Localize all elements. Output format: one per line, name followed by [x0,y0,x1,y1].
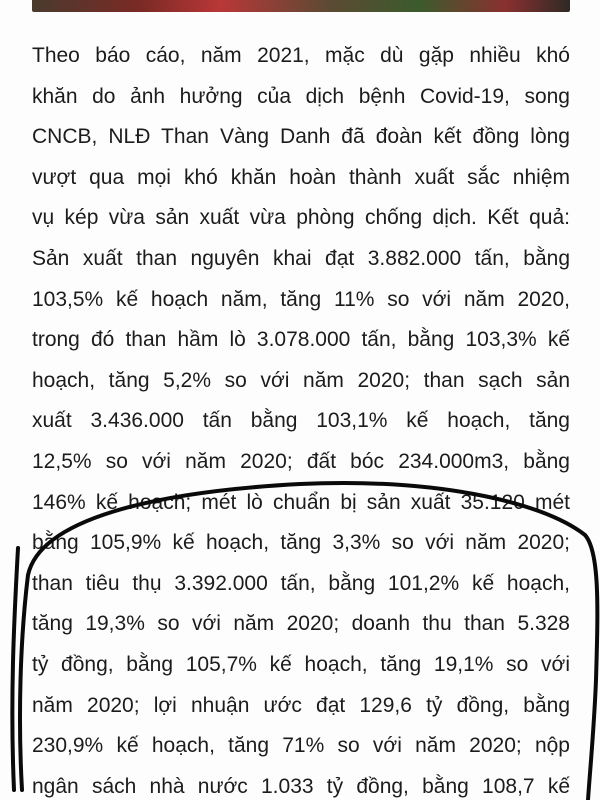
article-line: ngân sách nhà nước 1.033 tỷ đồng, bằng 108,7 kế [32,774,570,798]
article-line: trong đó than hầm lò 3.078.000 tấn, bằng 103,3% kế [32,328,570,352]
article-line: 230,9% kế hoạch, tăng 71% so với năm 2020; nộp [32,734,570,758]
article-line: 103,5% kế hoạch năm, tăng 11% so với năm 2020, [32,287,570,311]
article-line: vụ kép vừa sản xuất vừa phòng chống dịch. Kết quả: [32,206,570,230]
article-body [32,36,570,800]
article-line: Theo báo cáo, năm 2021, mặc dù gặp nhiều khó [32,44,570,67]
article-line: 146% kế hoạch; mét lò chuẩn bị sản xuất 35.120 mét [32,490,570,514]
article-line: khăn do ảnh hưởng của dịch bệnh Covid-19, song [32,84,570,108]
article-line: bằng 105,9% kế hoạch, tăng 3,3% so với năm 2020; [32,531,570,555]
article-line: xuất 3.436.000 tấn bằng 103,1% kế hoạch, tăng [32,409,570,433]
article-line: hoạch, tăng 5,2% so với năm 2020; than sạch sản [32,368,570,392]
article-line: Sản xuất than nguyên khai đạt 3.882.000 tấn, bằng [32,246,570,270]
article-line: CNCB, NLĐ Than Vàng Danh đã đoàn kết đồng lòng [32,125,570,149]
article-photo-strip [32,0,570,12]
article-line: 12,5% so với năm 2020; đất bóc 234.000m3, bằng [32,449,570,473]
article-line: tỷ đồng, bằng 105,7% kế hoạch, tăng 19,1% so với [32,652,570,676]
article-line: than tiêu thụ 3.392.000 tấn, bằng 101,2% kế hoạch, [32,571,570,595]
article-line: tăng 19,3% so với năm 2020; doanh thu than 5.328 [32,612,570,636]
article-line: năm 2020; lợi nhuận ước đạt 129,6 tỷ đồng, bằng [32,693,570,717]
article-line: vượt qua mọi khó khăn hoàn thành xuất sắc nhiệm [32,165,570,189]
